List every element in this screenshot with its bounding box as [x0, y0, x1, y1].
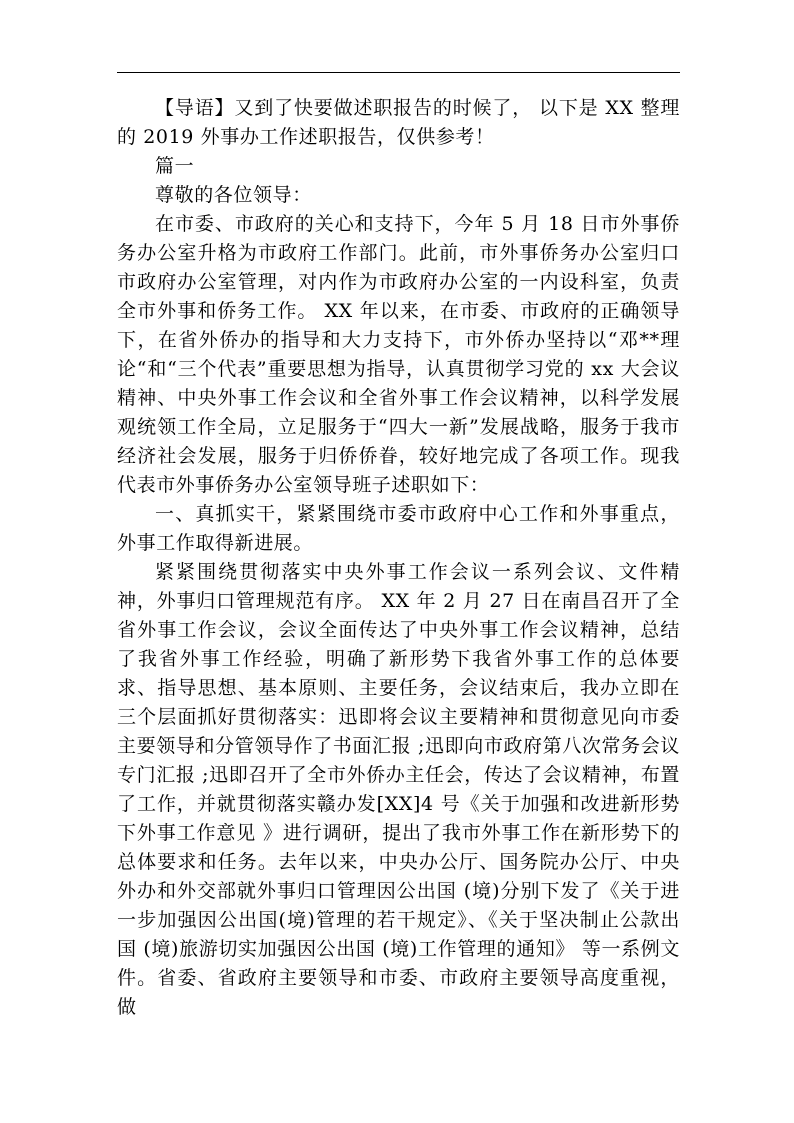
- section-heading: 一、真抓实干，紧紧围绕市委市政府中心工作和外事重点，外事工作取得新进展。: [117, 503, 680, 554]
- body-paragraph-2: 紧紧围绕贯彻落实中央外事工作会议一系列会议、文件精神，外事归口管理规范有序。 XX 年 2 月 27 日在南昌召开了全省外事工作会议，会议全面传达了中央外事工作会议精神，总结了我省外事工作经验，明确了新形势下我省外事工作的总体要求、指导思想、基本原则、主要任务，会议结束后，我办立即在三个层面抓好贯彻落实：迅即将会议主要精神和贯彻意见向市委主要领导和分管领导作了书面汇报 ;迅即向市政府第八次常务会议专门汇报 ;迅即召开了全市外侨办主任会，传达了会议精神，布置了工作，并就贯彻落实赣办发[XX]4 号《关于加强和改进新形势下外事工作意见 》进行调研，提出了我市外事工作在新形势下的总体要求和任务。去年以来，中央办公厅、国务院办公厅、中央外办和外交部就外事归口管理因公出国 (境)分别下发了《关于进一步加强因公出国(境)管理的若干规定》、《关于坚决制止公款出国 (境)旅游切实加强因公出国 (境)工作管理的通知》 等一系例文件。省委、省政府主要领导和市委、市政府主要领导高度重视，做: [117, 561, 680, 1018]
- intro-paragraph: 【导语】又到了快要做述职报告的时候了， 以下是 XX 整理的 2019 外事办工作述职报告，仅供参考！: [117, 97, 680, 148]
- document-body: [117, 94, 680, 1022]
- body-paragraph-1: 在市委、市政府的关心和支持下，今年 5 月 18 日市外事侨务办公室升格为市政府工作部门。此前，市外事侨务办公室归口市政府办公室管理，对内作为市政府办公室的一内设科室，负责全市外事和侨务工作。 XX 年以来，在市委、市政府的正确领导下，在省外侨办的指导和大力支持下，市外侨办坚持以“邓**理论“和“三个代表”重要思想为指导，认真贯彻学习党的 xx 大会议精神、中央外事工作会议和全省外事工作会议精神，以科学发展观统领工作全局，立足服务于“四大一新”发展战略，服务于我市经济社会发展，服务于归侨侨眷，较好地完成了各项工作。现我代表市外事侨务办公室领导班子述职如下：: [117, 213, 680, 496]
- section-label: 篇一: [155, 155, 195, 177]
- header-rule: [117, 72, 680, 73]
- salutation: 尊敬的各位领导：: [155, 184, 312, 206]
